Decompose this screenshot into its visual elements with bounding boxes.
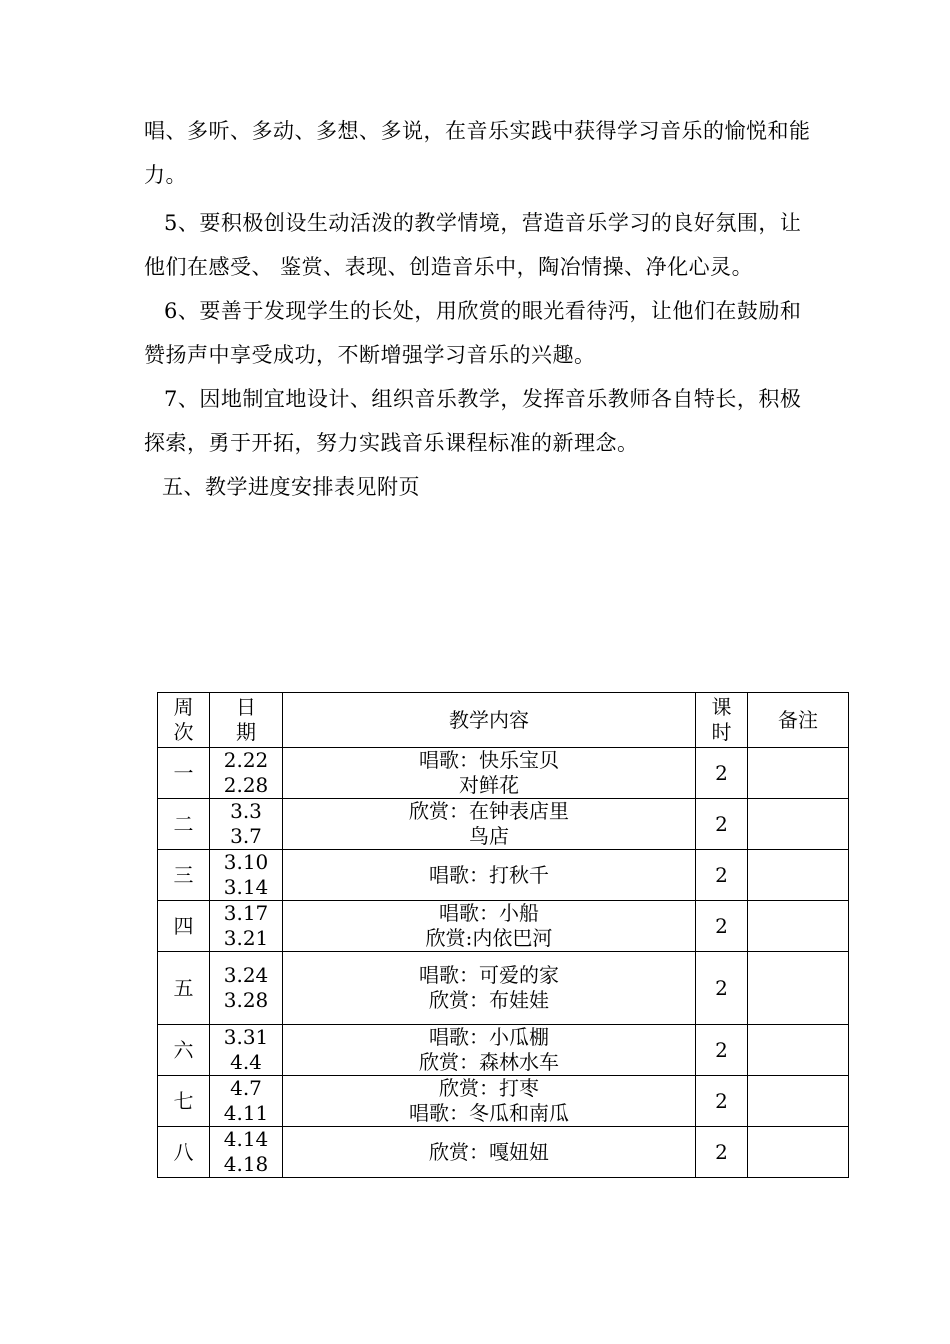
section-heading: 五、教学进度安排表见附页 <box>162 475 420 499</box>
notes-cell <box>748 1076 849 1127</box>
week-cell: 六 <box>158 1025 210 1076</box>
paragraph-line: 赞扬声中享受成功，不断增强学习音乐的兴趣。 <box>144 343 596 367</box>
content-cell: 欣赏：嘎妞妞 <box>283 1127 696 1178</box>
content-cell: 唱歌：打秋千 <box>283 850 696 901</box>
hours-cell: 2 <box>696 850 748 901</box>
table-row <box>158 850 849 901</box>
date-cell: 2.22 2.28 <box>210 748 283 799</box>
table-row <box>158 901 849 952</box>
date-cell: 4.7 4.11 <box>210 1076 283 1127</box>
week-cell: 四 <box>158 901 210 952</box>
notes-cell <box>748 952 849 1025</box>
hours-cell: 2 <box>696 1127 748 1178</box>
notes-cell <box>748 748 849 799</box>
week-cell: 七 <box>158 1076 210 1127</box>
header-content: 教学内容 <box>283 693 696 748</box>
hours-cell: 2 <box>696 748 748 799</box>
hours-cell: 2 <box>696 1076 748 1127</box>
notes-cell <box>748 850 849 901</box>
header-hours: 课 时 <box>696 693 748 748</box>
notes-cell <box>748 1025 849 1076</box>
notes-cell <box>748 1127 849 1178</box>
date-cell: 3.17 3.21 <box>210 901 283 952</box>
content-cell: 欣赏：在钟表店里 鸟店 <box>283 799 696 850</box>
hours-cell: 2 <box>696 799 748 850</box>
table-row <box>158 748 849 799</box>
content-cell: 唱歌：小瓜棚 欣赏：森林水车 <box>283 1025 696 1076</box>
content-cell: 唱歌：可爱的家 欣赏：布娃娃 <box>283 952 696 1025</box>
paragraph-line: 力。 <box>144 163 187 187</box>
header-date: 日 期 <box>210 693 283 748</box>
week-cell: 三 <box>158 850 210 901</box>
paragraph-line: 7、因地制宜地设计、组织音乐教学，发挥音乐教师各自特长，积极 <box>164 387 802 411</box>
hours-cell: 2 <box>696 952 748 1025</box>
date-cell: 3.24 3.28 <box>210 952 283 1025</box>
table-row <box>158 1025 849 1076</box>
hours-cell: 2 <box>696 901 748 952</box>
table-header-row <box>158 693 849 748</box>
table-row <box>158 799 849 850</box>
date-cell: 3.10 3.14 <box>210 850 283 901</box>
week-cell: 二 <box>158 799 210 850</box>
date-cell: 4.14 4.18 <box>210 1127 283 1178</box>
notes-cell <box>748 901 849 952</box>
table-row <box>158 1076 849 1127</box>
table-row <box>158 1127 849 1178</box>
content-cell: 欣赏：打枣 唱歌：冬瓜和南瓜 <box>283 1076 696 1127</box>
paragraph-line: 5、要积极创设生动活泼的教学情境，营造音乐学习的良好氛围，让 <box>164 211 802 235</box>
week-cell: 一 <box>158 748 210 799</box>
header-week: 周 次 <box>158 693 210 748</box>
content-cell: 唱歌：快乐宝贝 对鲜花 <box>283 748 696 799</box>
date-cell: 3.31 4.4 <box>210 1025 283 1076</box>
teaching-schedule-table <box>157 692 849 1178</box>
week-cell: 五 <box>158 952 210 1025</box>
week-cell: 八 <box>158 1127 210 1178</box>
paragraph-line: 探索，勇于开拓，努力实践音乐课程标准的新理念。 <box>144 431 639 455</box>
notes-cell <box>748 799 849 850</box>
paragraph-line: 唱、多听、多动、多想、多说，在音乐实践中获得学习音乐的愉悦和能 <box>144 119 811 143</box>
table-row <box>158 952 849 1025</box>
header-notes: 备注 <box>748 693 849 748</box>
date-cell: 3.3 3.7 <box>210 799 283 850</box>
paragraph-line: 他们在感受、 鉴赏、表现、创造音乐中，陶冶情操、净化心灵。 <box>144 255 754 279</box>
hours-cell: 2 <box>696 1025 748 1076</box>
paragraph-line: 6、要善于发现学生的长处，用欣赏的眼光看待沔，让他们在鼓励和 <box>164 299 802 323</box>
content-cell: 唱歌：小船 欣赏:内依巴河 <box>283 901 696 952</box>
